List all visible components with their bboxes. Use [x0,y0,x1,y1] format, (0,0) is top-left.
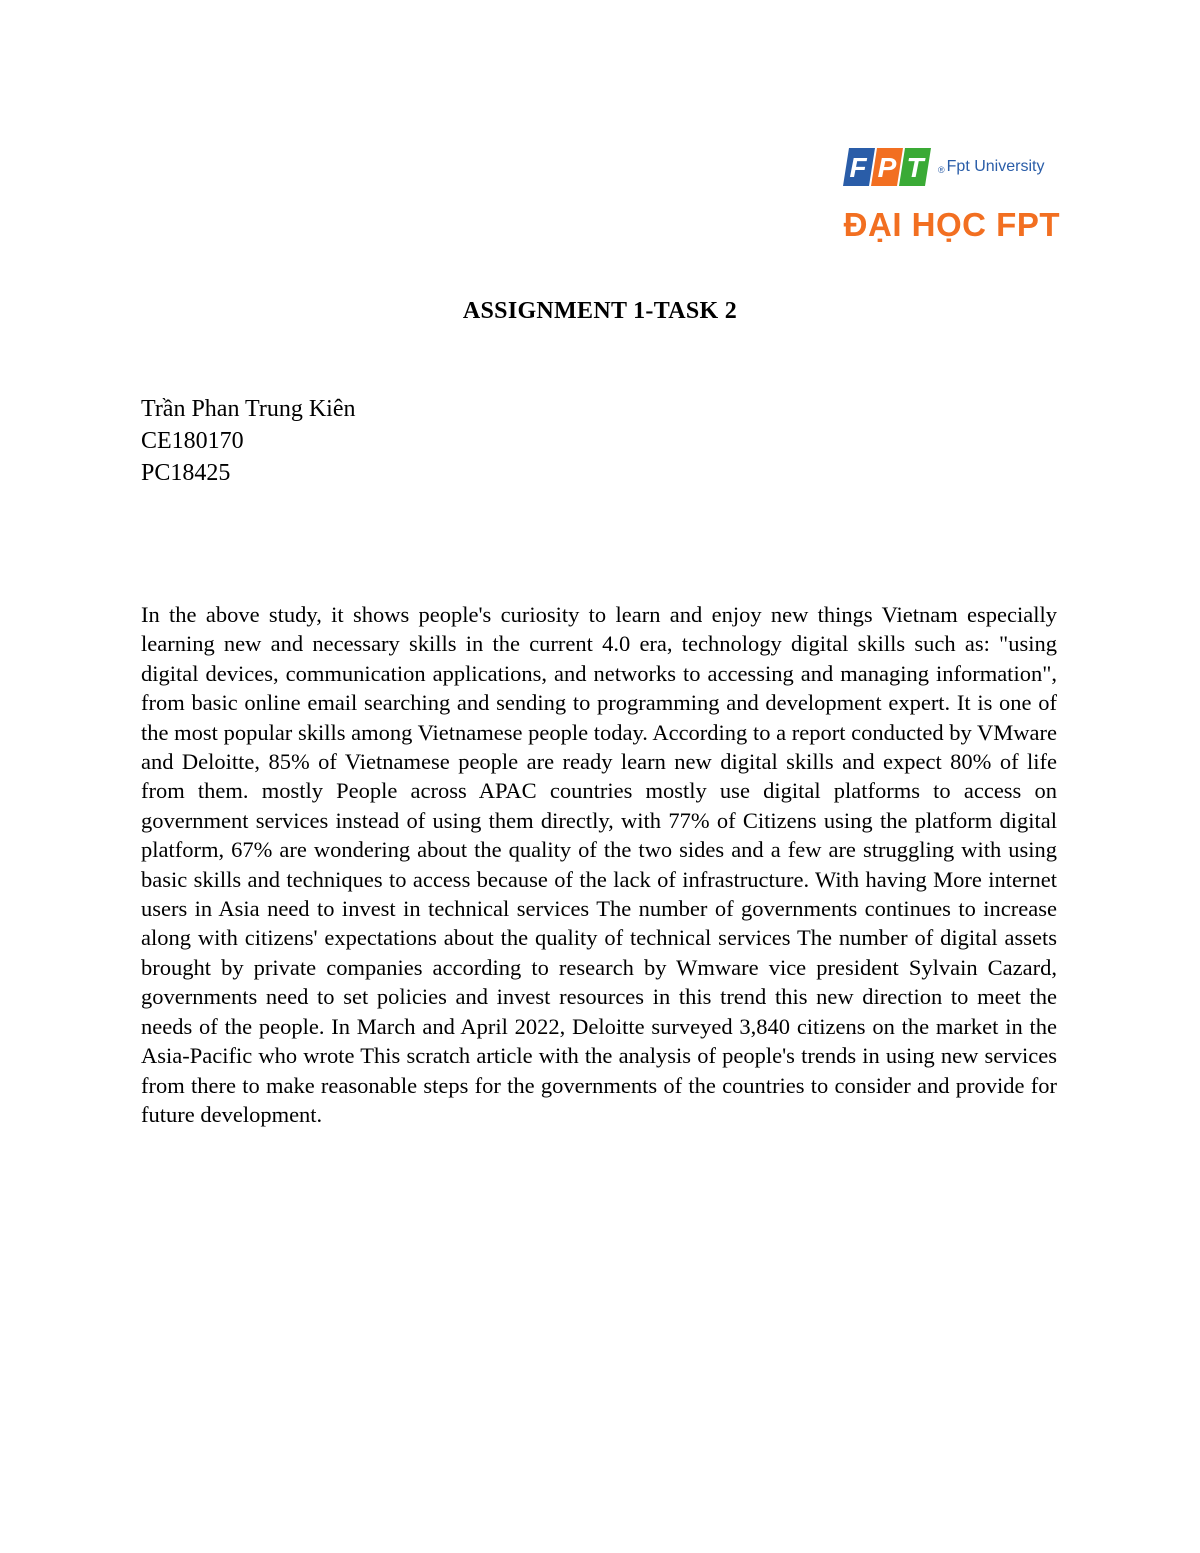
author-block [141,393,356,489]
logo-caption [938,158,1044,176]
author-name: Trần Phan Trung Kiên [141,396,356,422]
class-code: PC18425 [141,460,231,486]
fpt-university-logo [843,142,1063,252]
tile-p [871,148,903,186]
svg-text:T: T [906,152,924,183]
tile-t [899,148,931,186]
student-id: CE180170 [141,428,244,454]
svg-text:F: F [849,152,867,183]
svg-text:P: P [877,152,897,183]
body-paragraph: In the above study, it shows people's curiosity to learn and enjoy new things Vietnam especially learning new and necessary skills in the current 4.0 era, technology digital skills such as: "using digital devices, communication applications, and networks to accessing and managing information", from basic online email searching and sending to programming and development expert. It is one of the most popular skills among Vietnamese people today. According to a report conducted by VMware and Deloitte, 85% of Vietnamese people are ready learn new digital skills and expect 80% of life from them. mostly People across APAC countries mostly use digital platforms to access on government services instead of using them directly, with 77% of Citizens using the platform digital platform, 67% are wondering about the quality of the two sides and a few are struggling with using basic skills and techniques to access because of the lack of infrastructure. With having More internet users in Asia need to invest in technical services The number of governments continues to increase along with citizens' expectations about the quality of technical services The number of digital assets brought by private companies according to research by Wmware vice president Sylvain Cazard, governments need to set policies and invest resources in this trend this new direction to meet the needs of the people. In March and April 2022, Deloitte surveyed 3,840 citizens on the market in the Asia-Pacific who wrote This scratch article with the analysis of people's trends in using new services from there to make reasonable steps for the governments of the countries to consider and provide for future development. [141,602,1057,1127]
registered-mark: ® [938,165,945,175]
university-name: Fpt University [946,158,1045,175]
assignment-title: ASSIGNMENT 1-TASK 2 [462,298,738,324]
vietnamese-university-name: ĐẠI HỌC FPT [843,206,1060,243]
fpt-tiles-logo [843,146,933,188]
tile-f [843,148,875,186]
